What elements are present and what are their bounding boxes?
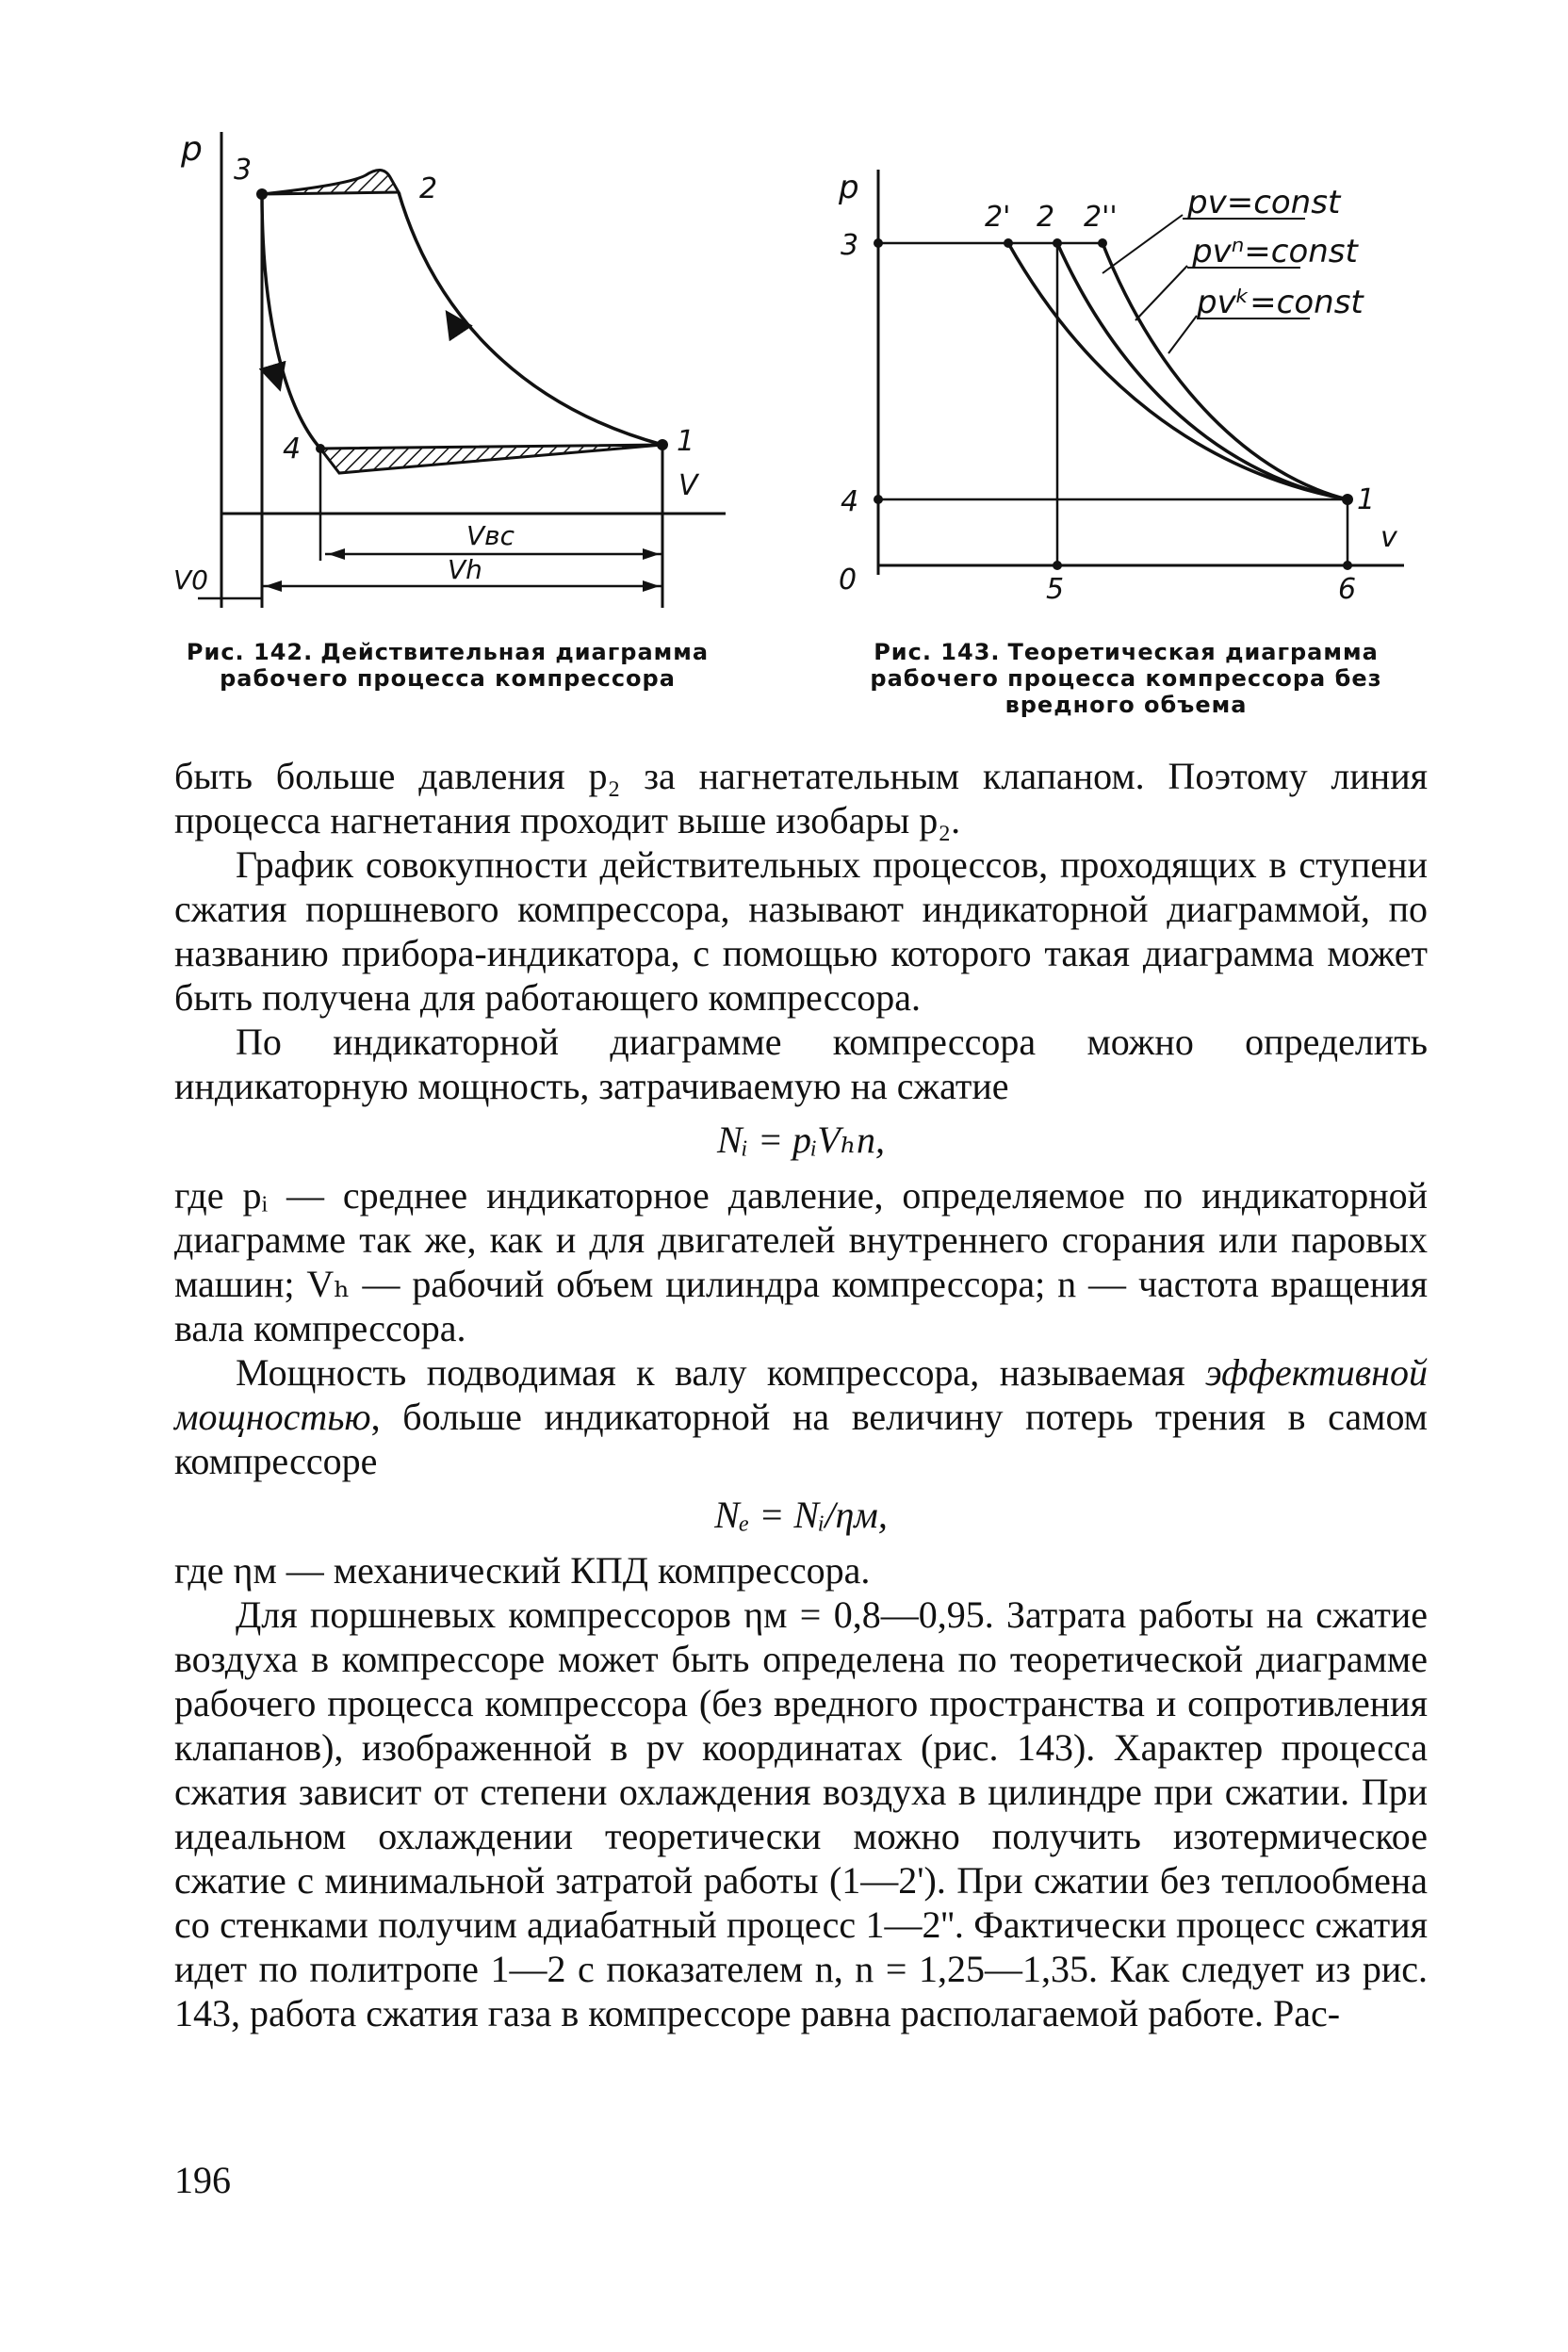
label-2: 2 [1037, 201, 1055, 234]
hatch-upper [262, 170, 399, 194]
figure-142 [160, 122, 744, 692]
isotherm-curve [1008, 243, 1348, 499]
paragraph-1: быть больше давления p₂ за нагнетательным клапаном. Поэтому линия процесса нагнетания проходит выше изобары p₂. [174, 755, 1428, 841]
label-p: p [839, 169, 859, 206]
figure-143-caption [820, 639, 1432, 718]
paragraph-2: График совокупности действительных процессов, проходящих в ступени сжатия поршневого компрессора, называют индикаторной диаграммой, по названию прибора-индикатора, с помощью которого такая диаграмма может быть получена для работающего компрессора. [174, 843, 1428, 1019]
paragraph-5 [174, 1350, 1428, 1483]
point-1 [657, 439, 668, 450]
label-1: 1 [677, 425, 695, 458]
polytrope-curve [1057, 243, 1348, 499]
point-2a [1004, 238, 1013, 248]
point-2b [1098, 238, 1107, 248]
label-4: 4 [283, 433, 302, 466]
label-5: 5 [1046, 573, 1065, 606]
point-3 [256, 188, 268, 200]
figure-143-caption-text: Теоретическая диаграмма рабочего процесса компрессора без вредного объема [870, 639, 1382, 718]
figure-143-diagram [810, 160, 1442, 606]
label-vh: Vh [448, 554, 482, 585]
label-2a: 2' [985, 201, 1011, 234]
point-1 [1342, 494, 1353, 505]
adiabat-curve [1102, 243, 1348, 499]
label-6: 6 [1338, 573, 1357, 606]
body-text [174, 754, 1428, 2035]
label-v: V [678, 469, 698, 502]
point-2 [1053, 238, 1062, 248]
figure-142-diagram [160, 122, 744, 631]
paragraph-6: где ηм — механический КПД компрессора. [174, 1549, 871, 1592]
paragraph-7: Для поршневых компрессоров ηм = 0,8—0,95. Затрата работы на сжатие воздуха в компрессоре может быть определена по теоретической диаграмме рабочего процесса компрессора (без вредного пространства и сопротивления клапанов), изображенной в pv координатах (рис. 143). Характер процесса сжатия зависит от степени охлаждения воздуха в цилиндре при сжатии. При идеальном охлаждении теоретически можно получить изотермическое сжатие с минимальной затратой работы (1—2'). При сжатии без теплообмена со стенками получим адиабатный процесс 1—2''. Фактически процесс сжатия идет по политропе 1—2 с показателем n, n = 1,25—1,35. Как следует из рис. 143, работа сжатия газа в компрессоре равна располагаемой работе. Рас- [174, 1593, 1428, 2034]
point-6 [1343, 561, 1352, 570]
label-pvk-const: pvᵏ=const [1197, 284, 1364, 321]
formula-ne: Nₑ = Nᵢ/ηм, [714, 1494, 888, 1536]
paragraph-4: где pᵢ — среднее индикаторное давление, определяемое по индикаторной диаграмме так же, как и для двигателей внутреннего сгорания или паровых машин; Vₕ — рабочий объем цилиндра компрессора; n — частота вращения вала компрессора. [174, 1174, 1428, 1349]
point-3 [874, 238, 883, 248]
point-4 [316, 444, 325, 453]
label-vbc: Vвс [466, 520, 515, 551]
label-3: 3 [234, 154, 253, 187]
label-0: 0 [839, 564, 858, 596]
label-2: 2 [419, 172, 438, 205]
figure-143 [810, 160, 1442, 744]
label-pv-const: pv=const [1187, 184, 1341, 221]
paragraph-3: По индикаторной диаграмме компрессора можно определить индикаторную мощность, затрачиваемую на сжатие [174, 1021, 1428, 1107]
expansion-curve [262, 194, 320, 449]
page-number: 196 [174, 2159, 231, 2201]
figure-142-caption-lead: Рис. 142. [186, 639, 314, 665]
label-v: v [1380, 521, 1397, 554]
hatch-lower [320, 445, 662, 473]
paragraph-5-emphasis: эффективной мощностью [174, 1351, 1428, 1438]
label-1: 1 [1357, 483, 1376, 516]
point-5 [1053, 561, 1062, 570]
formula-ni: Nᵢ = pᵢVₕn, [716, 1119, 886, 1161]
figure-143-caption-lead: Рис. 143. [874, 639, 1001, 665]
label-3: 3 [841, 229, 859, 262]
compression-curve [399, 192, 662, 445]
point-4 [874, 495, 883, 504]
label-2b: 2'' [1084, 201, 1118, 234]
paragraph-5-part-1: Мощность подводимая к валу компрессора, называемая [236, 1351, 1206, 1394]
paragraph-5-part-2: , больше индикаторной на величину потерь трения в самом компрессоре [174, 1396, 1428, 1482]
label-4: 4 [841, 485, 859, 518]
label-pvn-const: pvⁿ=const [1192, 233, 1358, 270]
figure-142-caption-text: Действительная диаграмма рабочего процесса компрессора [220, 639, 710, 692]
label-v0: V0 [173, 564, 208, 596]
label-p: p [181, 130, 203, 169]
figure-142-caption [160, 639, 735, 692]
